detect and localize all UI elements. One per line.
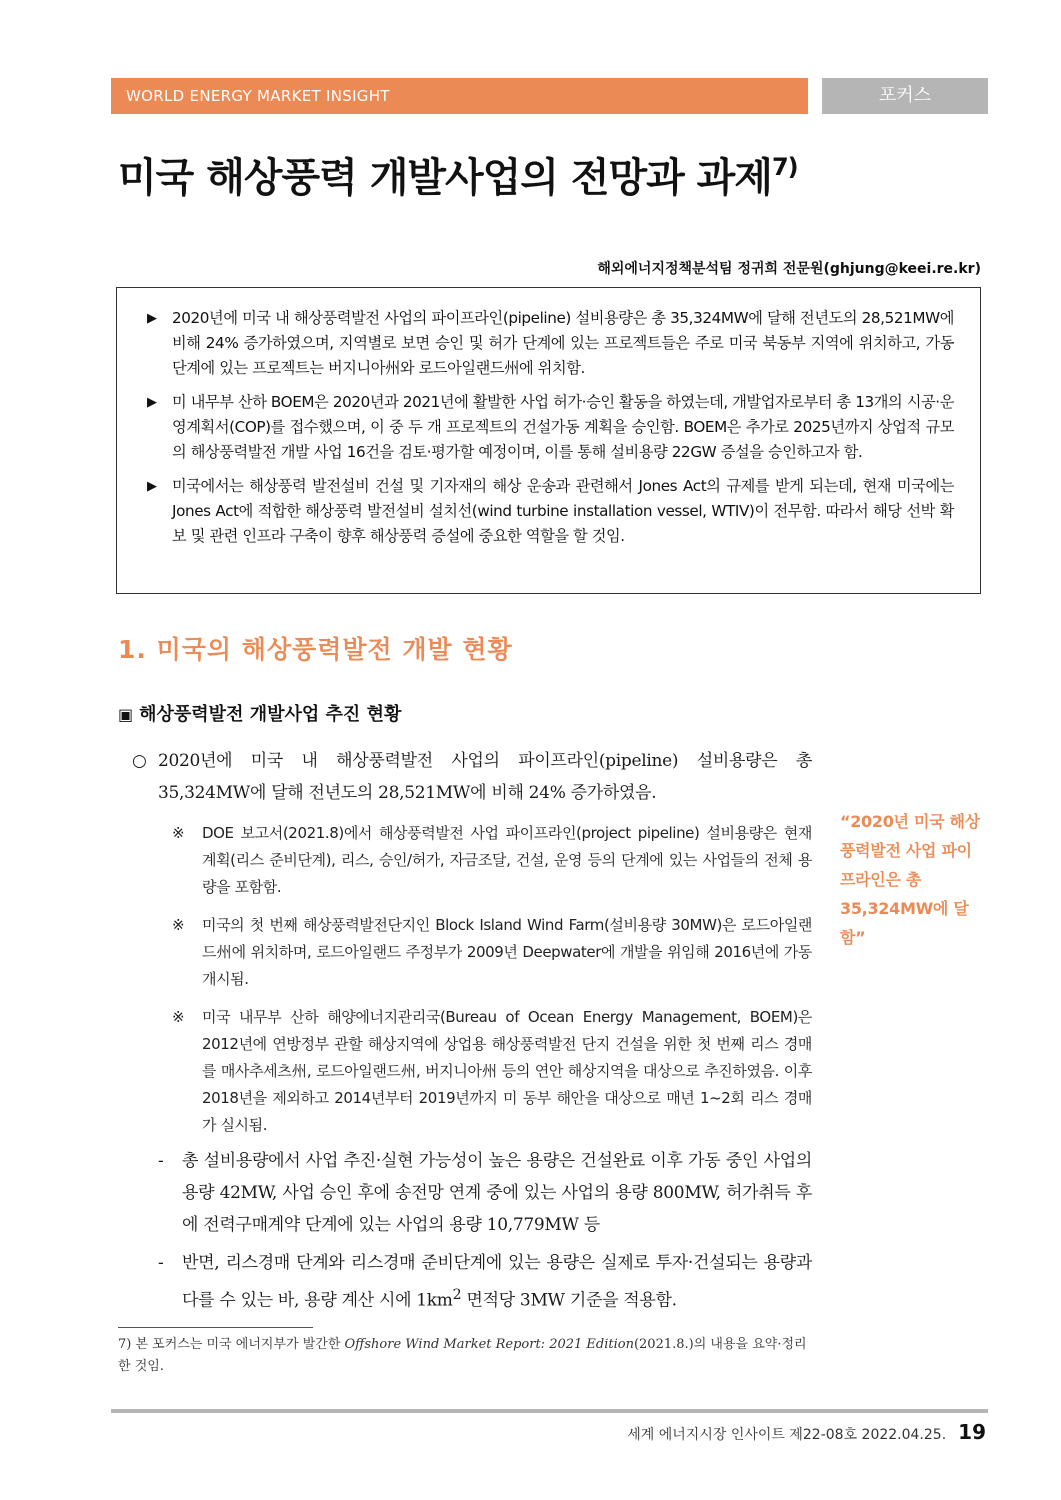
page-number: 19 [958, 1420, 986, 1444]
square-marker-icon: ▣ [118, 705, 134, 724]
subsection-heading [118, 700, 401, 726]
circle-marker-icon: ○ [132, 751, 147, 771]
dash-item [158, 1145, 812, 1241]
footnote [118, 1334, 810, 1378]
triangle-bullet-icon: ▶ [147, 479, 157, 494]
body-column [132, 745, 812, 1317]
note-item [172, 820, 812, 901]
subsection-heading-text: 해상풍력발전 개발사업 추진 현황 [139, 704, 402, 725]
footnote-prefix: 7) 본 포커스는 미국 에너지부가 발간한 [118, 1337, 345, 1352]
superscript: 2 [452, 1287, 462, 1303]
summary-text: 미국에서는 해상풍력 발전설비 건설 및 기자재의 해상 운송과 관련해서 Jones Act의 규제를 받게 되는데, 현재 미국에는 Jones Act에 적합한 해상풍력 발전설비 설치선(wind turbine installation vessel, WTIV)이 전무함. 따라서 해당 선박 확보 및 관련 인프라 구축이 향후 해상풍력 증설에 중요한 역할을 할 것임. [172, 477, 954, 545]
footnote-suffix: (2021.8.)의 내용을 요약·정리한 것임. [118, 1337, 807, 1374]
summary-item [147, 306, 954, 381]
dash-marker: - [158, 1253, 164, 1273]
author-line: 해외에너지정책분석팀 정귀희 전문원(ghjung@keei.re.kr) [597, 261, 981, 277]
summary-text: 2020년에 미국 내 해상풍력발전 사업의 파이프라인(pipeline) 설비용량은 총 35,324MW에 달해 전년도의 28,521MW에 비해 24% 증가하였으며, 지역별로 보면 승인 및 허가 단계에 있는 프로젝트들은 주로 미국 북동부 지역에 위치하고, 가동단계에 있는 프로젝트는 버지니아州와 로드아일랜드州에 위치함. [172, 309, 954, 377]
article-title [118, 146, 798, 203]
note-item [172, 1004, 812, 1139]
dash-marker: - [158, 1151, 164, 1171]
note-text: DOE 보고서(2021.8)에서 해상풍력발전 사업 파이프라인(project pipeline) 설비용량은 현재 계획(리스 준비단계), 리스, 승인/허가, 자금조달, 건설, 운영 등의 단계에 있는 사업들의 전체 용량을 포함함. [202, 824, 812, 896]
title-footnote-ref: 7) [771, 152, 798, 181]
section-heading: 1. 미국의 해상풍력발전 개발 현황 [118, 635, 513, 664]
main-point [132, 745, 812, 809]
note-text: 미국의 첫 번째 해상풍력발전단지인 Block Island Wind Farm(설비용량 30MW)은 로드아일랜드州에 위치하며, 로드아일랜드 주정부가 2009년 Deepwater에 개발을 위임해 2016년에 가동 개시됨. [202, 916, 812, 988]
main-point-text: 2020년에 미국 내 해상풍력발전 사업의 파이프라인(pipeline) 설비용량은 총 35,324MW에 달해 전년도의 28,521MW에 비해 24% 증가하였음. [158, 751, 812, 803]
footer-folio [627, 1420, 986, 1444]
note-item [172, 912, 812, 993]
reference-mark-icon: ※ [172, 1008, 185, 1026]
dash-text-after: 면적당 3MW 기준을 적용함. [461, 1290, 677, 1311]
footer-divider [111, 1409, 988, 1413]
summary-text: 미 내무부 산하 BOEM은 2020년과 2021년에 활발한 사업 허가·승인 활동을 하였는데, 개발업자로부터 총 13개의 시공·운영계획서(COP)를 접수했으며, 이 중 두 개 프로젝트의 건설가동 계획을 승인함. BOEM은 추가로 2025년까지 상업적 규모의 해상풍력발전 개발 사업 16건을 검토·평가할 예정이며, 이를 통해 설비용량 22GW 증설을 승인하고자 함. [172, 393, 954, 461]
dash-item [158, 1247, 812, 1317]
publication-banner: WORLD ENERGY MARKET INSIGHT [111, 78, 808, 114]
dash-text: 총 설비용량에서 사업 추진·실현 가능성이 높은 용량은 건설완료 이후 가동 중인 사업의 용량 42MW, 사업 승인 후에 송전망 연계 중에 있는 사업의 용량 800MW, 허가취득 후에 전력구매계약 단계에 있는 사업의 용량 10,779MW 등 [182, 1151, 812, 1235]
reference-mark-icon: ※ [172, 916, 185, 934]
dash-text [182, 1247, 812, 1317]
summary-item [147, 474, 954, 549]
publication-info: 세계 에너지시장 인사이트 제22-08호 2022.04.25. [627, 1427, 947, 1443]
section-tag: 포커스 [822, 78, 988, 114]
summary-item [147, 390, 954, 465]
note-text: 미국 내무부 산하 해양에너지관리국(Bureau of Ocean Energy Management, BOEM)은 2012년에 연방정부 관할 해상지역에 상업용 해상풍력발전 단지 건설을 위한 첫 번째 리스 경매를 매사추세츠州, 로드아일랜드州, 버지니아州 등의 연안 해상지역을 대상으로 추진하였음. 이후 2018년을 제외하고 2014년부터 2019년까지 미 동부 해안을 대상으로 매년 1~2회 리스 경매가 실시됨. [202, 1008, 813, 1134]
footnote-divider [118, 1327, 313, 1328]
footnote-report-title: Offshore Wind Market Report: 2021 Edition [344, 1337, 634, 1352]
dash-text-before: 반면, 리스경매 단계와 리스경매 준비단계에 있는 용량은 실제로 투자·건설되는 용량과 다를 수 있는 바, 용량 계산 시에 1km [182, 1253, 812, 1311]
triangle-bullet-icon: ▶ [147, 395, 157, 410]
pull-quote: “2020년 미국 해상풍력발전 사업 파이프라인은 총 35,324MW에 달함” [840, 812, 980, 947]
reference-mark-icon: ※ [172, 824, 185, 842]
article-title-text: 미국 해상풍력 개발사업의 전망과 과제 [118, 155, 772, 201]
summary-box [116, 287, 981, 594]
triangle-bullet-icon: ▶ [147, 311, 157, 326]
